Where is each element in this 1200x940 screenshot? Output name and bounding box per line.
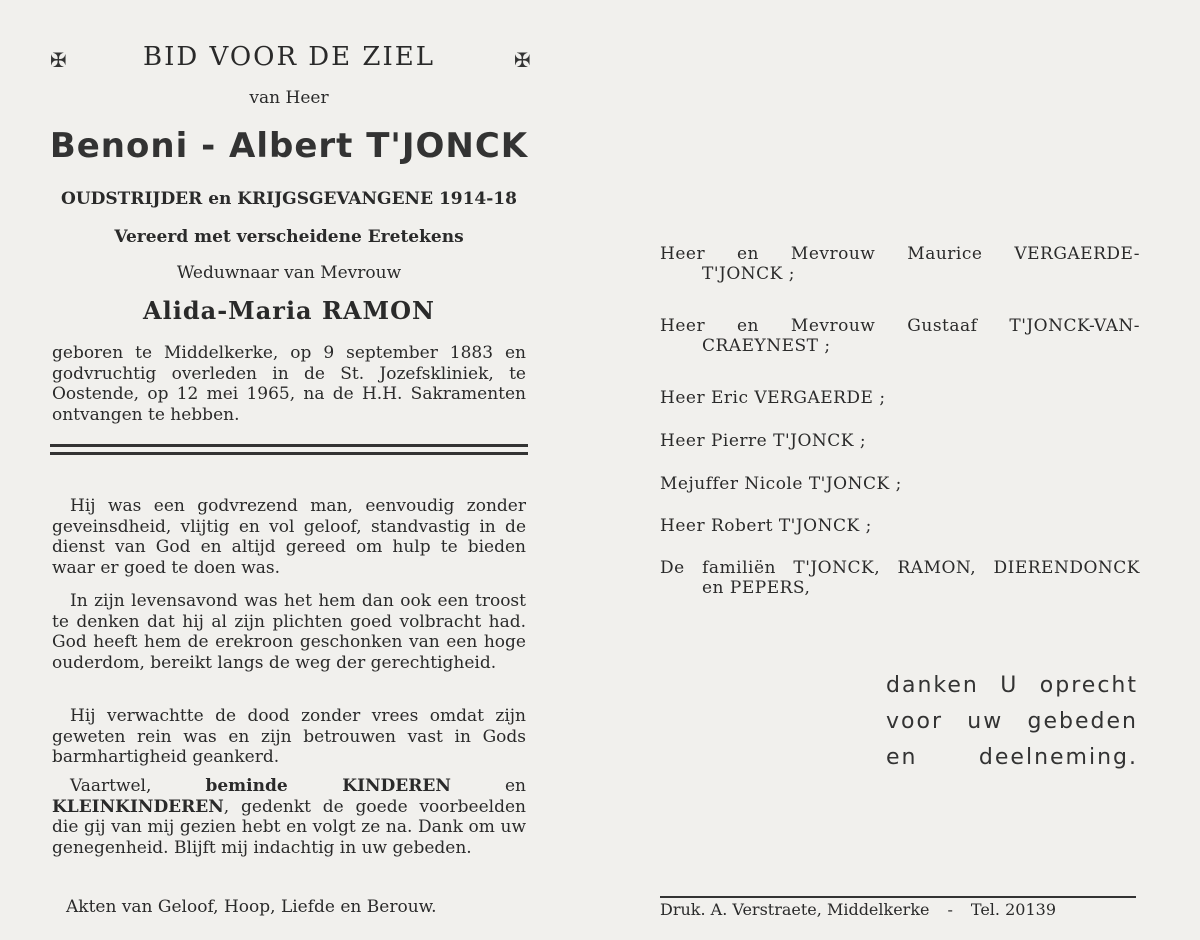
van-heer-text: van Heer: [249, 88, 329, 108]
paragraph-4-text: en: [450, 776, 526, 796]
thanks-line: voor uw gebeden: [886, 709, 1138, 734]
family-entry-line: CRAEYNEST ;: [702, 336, 831, 356]
family-entry: [660, 431, 1140, 451]
paragraph-4-text: , gedenkt de goede voorbeelden die gij van mij gezien hebt en volgt ze na. Dank om uw genegenheid. Blijft mij indachtig in uw gebeden.: [52, 796, 526, 858]
thanks-line: danken U oprecht: [886, 673, 1138, 698]
cross-icon: ✠: [514, 48, 531, 72]
family-entry: [660, 388, 1140, 408]
deceased-name: Benoni - Albert T'JONCK: [49, 126, 529, 166]
family-entry-line: De familiën T'JONCK, RAMON, DIERENDONCK: [660, 558, 1140, 578]
paragraph-4-bold: KLEINKINDEREN: [52, 796, 224, 817]
family-entry-line: Heer en Mevrouw Gustaaf T'JONCK-VAN-: [660, 316, 1140, 336]
family-entry-line: Heer Eric VERGAERDE ;: [660, 388, 886, 408]
wife-name: Alida-Maria RAMON: [143, 296, 435, 325]
printer-dash: -: [947, 900, 953, 919]
honors-line: Vereerd met verscheidene Eretekens: [114, 227, 464, 247]
acts-line: Akten van Geloof, Hoop, Liefde en Berouw.: [66, 897, 437, 917]
family-entry: [660, 558, 1140, 598]
card-title: BID VOOR DE ZIEL: [143, 42, 435, 72]
family-entry: [660, 316, 1140, 356]
paragraph-4-text: Vaartwel,: [70, 776, 206, 796]
cross-icon: ✠: [50, 48, 67, 72]
family-entry-line: en PEPERS,: [702, 578, 811, 598]
paragraph-4-bold: beminde KINDEREN: [205, 776, 451, 796]
printer-name: Druk. A. Verstraete, Middelkerke: [660, 900, 930, 919]
family-entry: [660, 244, 1140, 284]
paragraph-1: Hij was een godvrezend man, eenvoudig zonder geveinsdheid, vlijtig en vol geloof, standvastig in de dienst van God en altijd gereed om hulp te bieden waar er goed te doen was.: [52, 496, 526, 578]
printer-line: [660, 896, 1136, 919]
printer-phone: Tel. 20139: [970, 900, 1056, 919]
family-entry-line: Mejuffer Nicole T'JONCK ;: [660, 474, 902, 494]
family-entry-line: Heer Robert T'JONCK ;: [660, 516, 872, 536]
divider-line: [50, 444, 528, 447]
family-entry-line: Heer en Mevrouw Maurice VERGAERDE-: [660, 244, 1140, 264]
paragraph-3: Hij verwachtte de dood zonder vrees omdat zijn geweten rein was en zijn betrouwen vast in Gods barmhartigheid geankerd.: [52, 706, 526, 767]
divider-line: [50, 452, 528, 455]
veteran-line: OUDSTRIJDER en KRIJGSGEVANGENE 1914-18: [61, 189, 517, 209]
family-entry: [660, 474, 1140, 494]
family-entry-line: Heer Pierre T'JONCK ;: [660, 431, 867, 451]
thanks-text: [886, 668, 1138, 776]
family-entry: [660, 516, 1140, 536]
thanks-line: en deelneming.: [886, 745, 1138, 770]
family-entry-line: T'JONCK ;: [702, 264, 795, 284]
paragraph-2: In zijn levensavond was het hem dan ook een troost te denken dat hij al zijn plichten goed volbracht had. God heeft hem de erekroon geschonken van een hoge ouderdom, bereikt langs de weg der gerechtigheid.: [52, 591, 526, 673]
widower-line: Weduwnaar van Mevrouw: [176, 263, 402, 283]
paragraph-4: [52, 776, 526, 858]
birth-death-text: geboren te Middelkerke, op 9 september 1883 en godvruchtig overleden in de St. Jozefskliniek, te Oostende, op 12 mei 1965, na de H.H. Sakramenten ontvangen te hebben.: [52, 343, 526, 425]
